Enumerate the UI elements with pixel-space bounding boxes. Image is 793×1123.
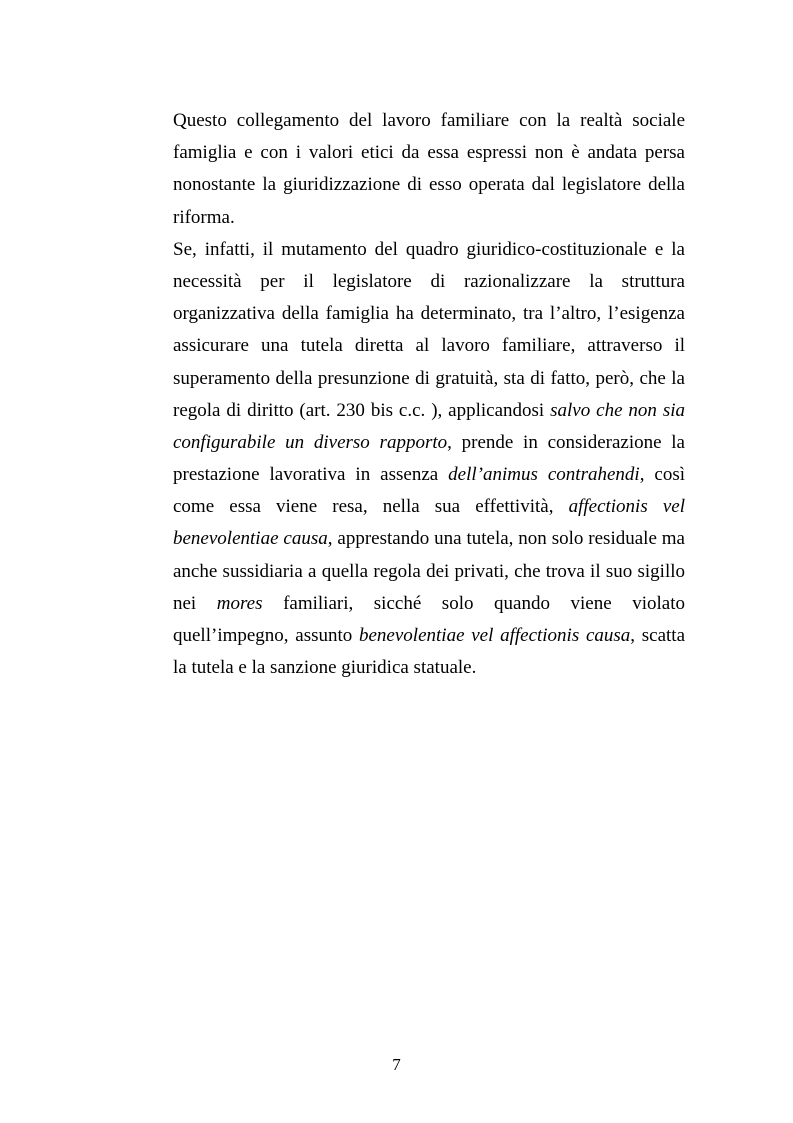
italic-text-segment: salvo che non sia	[550, 399, 685, 421]
text-segment: necessità per il legislatore di razionalizzare la struttura	[173, 270, 685, 292]
text-segment: nonostante la giuridizzazione di esso operata dal legislatore della	[173, 174, 685, 196]
body-paragraphs	[173, 105, 685, 684]
text-segment: Questo collegamento del lavoro familiare con la realtà sociale	[173, 110, 685, 131]
text-line	[173, 105, 685, 137]
text-line	[173, 298, 685, 330]
text-segment: prestazione lavorativa in assenza	[173, 464, 449, 486]
text-segment: , scatta	[630, 625, 685, 646]
italic-text-segment: dell’animus contrahendi	[448, 464, 640, 486]
text-segment: famiglia e con i valori etici da essa espressi non è andata persa	[173, 142, 685, 164]
text-segment: Se, infatti, il mutamento del quadro giuridico-costituzionale e la	[173, 238, 685, 260]
text-line	[173, 137, 685, 169]
text-line	[173, 459, 685, 491]
text-line	[173, 363, 685, 395]
text-line	[173, 234, 685, 266]
text-segment: anche sussidiaria a quella regola dei privati, che trova il suo sigillo	[173, 560, 685, 582]
text-segment: riforma.	[173, 206, 235, 228]
text-segment: , così	[639, 464, 685, 486]
italic-text-segment: benevolentiae causa	[173, 528, 328, 550]
text-segment: regola di diritto (art. 230 bis c.c. ), applicandosi	[173, 399, 551, 421]
text-line	[173, 427, 685, 459]
text-line	[173, 620, 685, 652]
text-segment: assicurare una tutela diretta al lavoro familiare, attraverso il	[173, 335, 685, 357]
text-segment: superamento della presunzione di gratuità, sta di fatto, però, che la	[173, 367, 685, 389]
italic-text-segment: affectionis vel	[568, 496, 685, 518]
text-segment: quell’impegno, assunto	[173, 625, 359, 646]
text-segment: organizzativa della famiglia ha determinato, tra l’altro, l’esigenza	[173, 303, 685, 325]
text-line	[173, 588, 685, 620]
text-segment: , prende in considerazione la	[447, 431, 685, 453]
text-segment: familiari, sicché solo quando viene violato	[262, 592, 685, 614]
italic-text-segment: mores	[216, 592, 263, 614]
page-number: 7	[392, 1055, 401, 1074]
text-line	[173, 202, 685, 234]
text-line	[173, 652, 685, 684]
text-line	[173, 556, 685, 588]
text-line	[173, 330, 685, 362]
text-line	[173, 169, 685, 201]
text-segment: come essa viene resa, nella sua effettività,	[173, 496, 569, 518]
text-line	[173, 523, 685, 555]
text-line	[173, 491, 685, 523]
italic-text-segment: benevolentiae vel affectionis causa	[359, 625, 631, 646]
text-segment: , apprestando una tutela, non solo residuale ma	[327, 528, 685, 550]
text-line	[173, 395, 685, 427]
text-line	[173, 266, 685, 298]
text-segment: nei	[173, 592, 217, 614]
italic-text-segment: configurabile un diverso rapporto	[173, 431, 448, 453]
text-segment: la tutela e la sanzione giuridica statuale.	[173, 657, 477, 679]
